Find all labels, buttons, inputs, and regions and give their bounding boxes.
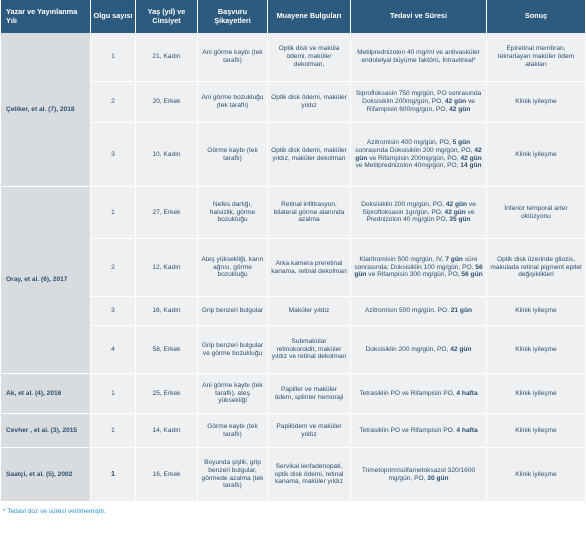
case-number-cell: 1: [91, 374, 136, 414]
finding-cell: Servikal lenfadenopati, optik disk ödemi, retinal kanama, maküler yıldız: [268, 448, 351, 502]
duration-emphasis: 4 hafta: [456, 426, 478, 434]
header-complaints: Başvuru Şikayetleri: [198, 0, 268, 33]
outcome-cell: Klinik iyileşme: [487, 414, 585, 448]
duration-emphasis: 4 hafta: [456, 389, 478, 397]
case-number-cell: 1: [91, 187, 136, 239]
age-sex-cell: 25, Erkek: [136, 374, 198, 414]
duration-emphasis: 42 gün: [450, 345, 472, 353]
duration-emphasis: 42 gün: [355, 146, 482, 162]
duration-emphasis: 5 gün: [452, 138, 471, 146]
header-age-sex: Yaş (yıl) ve Cinsiyet: [136, 0, 198, 33]
age-sex-cell: 20, Erkek: [136, 82, 198, 123]
header-row: [1, 0, 585, 33]
age-sex-cell: 14, Kadın: [136, 414, 198, 448]
complaint-cell: Grip benzeri bulgular: [198, 297, 268, 326]
header-findings: Muayene Bulguları: [268, 0, 351, 33]
header-treatment: Tedavi ve Süresi: [351, 0, 487, 33]
duration-emphasis: 35 gün: [449, 216, 471, 224]
duration-emphasis: 42 gün: [444, 208, 466, 216]
age-sex-cell: 21, Kadın: [136, 33, 198, 82]
complaint-cell: Boyunda şişlik, grip benzeri bulgular, görmede azalma (tek taraflı): [198, 448, 268, 502]
complaint-cell: Görme kaybı (tek taraflı): [198, 123, 268, 187]
complaint-cell: Grip benzeri bulgular ve görme bozukluğu: [198, 326, 268, 374]
age-sex-cell: 16, Kadın: [136, 297, 198, 326]
duration-emphasis: 42 gün: [449, 105, 471, 113]
complaint-cell: Ani görme kaybı (tek taraflı): [198, 33, 268, 82]
header-outcome: Sonuç: [487, 0, 585, 33]
outcome-cell: Klinik iyileşme: [487, 326, 585, 374]
treatment-cell: Azitromisin 500 mg/gün, PO, 21 gün: [351, 297, 487, 326]
finding-cell: Optik disk ve maküla ödemi, maküler dekolman,: [268, 33, 351, 82]
finding-cell: Optik disk ödemi, maküler yıldız: [268, 82, 351, 123]
case-number-cell: 2: [91, 82, 136, 123]
case-table: [1, 0, 585, 502]
outcome-cell: Epiretinal membran, tekrarlayan maküler ödem atakları: [487, 33, 585, 82]
finding-cell: Optik disk ödemi, maküler yıldız, maküler dekolman: [268, 123, 351, 187]
author-cell: Ak, et al. (4), 2016: [1, 374, 91, 414]
age-sex-cell: 16, Erkek: [136, 448, 198, 502]
outcome-cell: Klinik iyileşme: [487, 374, 585, 414]
age-sex-cell: 10, Kadın: [136, 123, 198, 187]
outcome-cell: İnferior temporal arter oklüzyonu: [487, 187, 585, 239]
finding-cell: Papilödem ve maküler yıldız: [268, 414, 351, 448]
finding-cell: Retinal infiltrasyon, bilateral görme alanında azalma: [268, 187, 351, 239]
case-number-cell: 4: [91, 326, 136, 374]
duration-emphasis: 14 gün: [460, 162, 482, 170]
case-number-cell: 3: [91, 297, 136, 326]
table-row: [1, 414, 585, 448]
treatment-cell: Doksisiklin 200 mg/gün, PO, 42 gün ve Siprofloksasin 1gr/gün, PO, 42 gün ve Prednizolon 40 mg/gün PO, 35 gün: [351, 187, 487, 239]
case-number-cell: 3: [91, 123, 136, 187]
finding-cell: Papiller ve maküler ödem, splinter hemoraji: [268, 374, 351, 414]
duration-emphasis: 56 gün: [354, 263, 483, 279]
complaint-cell: Ani görme kaybı (tek taraflı), ateş yüksekliği: [198, 374, 268, 414]
outcome-cell: Klinik iyileşme: [487, 297, 585, 326]
outcome-cell: Klinik iyileşme: [487, 123, 585, 187]
duration-emphasis: 30 gün: [427, 474, 449, 482]
table-row: [1, 374, 585, 414]
table-row: [1, 187, 585, 239]
duration-emphasis: 42 gün: [445, 200, 468, 208]
footnote: * Tedavi doz ve süresi verilmemiştir.: [3, 508, 106, 515]
treatment-cell: Klaritromisin 500 mg/gün, IV, 7 gün süre sonrasında; Doksisiklin 100 mg/gün, PO, 56 gün ve Rifampisin 300 mg/gün, PO, 56 gün: [351, 239, 487, 297]
duration-emphasis: 21 gün: [450, 307, 472, 315]
treatment-cell: Tetrasiklin PO ve Rifampisin PO, 4 hafta: [351, 374, 487, 414]
author-cell: Saatçi, et al. (5), 2002: [1, 448, 91, 502]
finding-cell: Arka kamera preretinal kanama, retinal dekolman: [268, 239, 351, 297]
finding-cell: Maküler yıldız: [268, 297, 351, 326]
case-number-cell: 1: [91, 33, 136, 82]
age-sex-cell: 27, Erkek: [136, 187, 198, 239]
complaint-cell: Nefes darlığı, halsizlik, görme bozukluğu: [198, 187, 268, 239]
header-olgu: Olgu sayısı: [91, 0, 136, 33]
age-sex-cell: 58, Erkek: [136, 326, 198, 374]
outcome-cell: Optik disk üzerinde gliozis, makulada retinal pigment epitel değişiklikleri: [487, 239, 585, 297]
duration-emphasis: 42 gün: [460, 154, 482, 162]
treatment-cell: Doksisiklin 200 mg/gün, PO, 42 gün: [351, 326, 487, 374]
treatment-cell: Tetrasiklin PO ve Rifampisin PO, 4 hafta: [351, 414, 487, 448]
age-sex-cell: 12, Kadın: [136, 239, 198, 297]
case-number-cell: 1: [91, 448, 136, 502]
case-number-cell: 2: [91, 239, 136, 297]
complaint-cell: Ani görme bozukluğu (tek taraflı): [198, 82, 268, 123]
finding-cell: Submakülar retinokoroidit, maküler yıldız ve retinal dekolman: [268, 326, 351, 374]
duration-emphasis: 7 gün: [445, 255, 463, 263]
complaint-cell: Görme kaybı (tek taraflı): [198, 414, 268, 448]
author-cell: Çeliker, et al. (7), 2018: [1, 33, 91, 187]
duration-emphasis: 42 gün: [444, 98, 467, 106]
table-row: [1, 33, 585, 82]
outcome-cell: Klinik iyileşme: [487, 448, 585, 502]
treatment-cell: Metilprednizolon 40 mg/ml ve antivasküler endotelyal büyüme faktörü, İntravitreal*: [351, 33, 487, 82]
duration-emphasis: 56 gün: [461, 271, 483, 279]
treatment-cell: Azitromisin 400 mg/gün, PO, 5 gün sonrasında Doksisiklin 200 mg/gün, PO, 42 gün ve Rifampisin 200mg/gün, PO, 42 gün ve Metilprednizolon 40mg/gün, PO, 14 gün: [351, 123, 487, 187]
complaint-cell: Ateş yüksekliği, karın ağrısı, görme bozukluğu: [198, 239, 268, 297]
treatment-cell: Siprofloksasin 750 mg/gün, PO sonrasında Doksisiklin 200mg/gün, PO, 42 gün ve Rifampisin 600mg/gün, PO, 42 gün: [351, 82, 487, 123]
table-row: [1, 448, 585, 502]
header-author: Yazar ve Yayınlanma Yılı: [1, 0, 91, 33]
author-cell: Oray, et al. (6), 2017: [1, 187, 91, 374]
treatment-cell: Trimetoprim/sülfametoksazol 320/1600 mg/gün, PO, 30 gün: [351, 448, 487, 502]
outcome-cell: Klinik iyileşme: [487, 82, 585, 123]
author-cell: Cevher , et al. (3), 2015: [1, 414, 91, 448]
case-number-cell: 1: [91, 414, 136, 448]
